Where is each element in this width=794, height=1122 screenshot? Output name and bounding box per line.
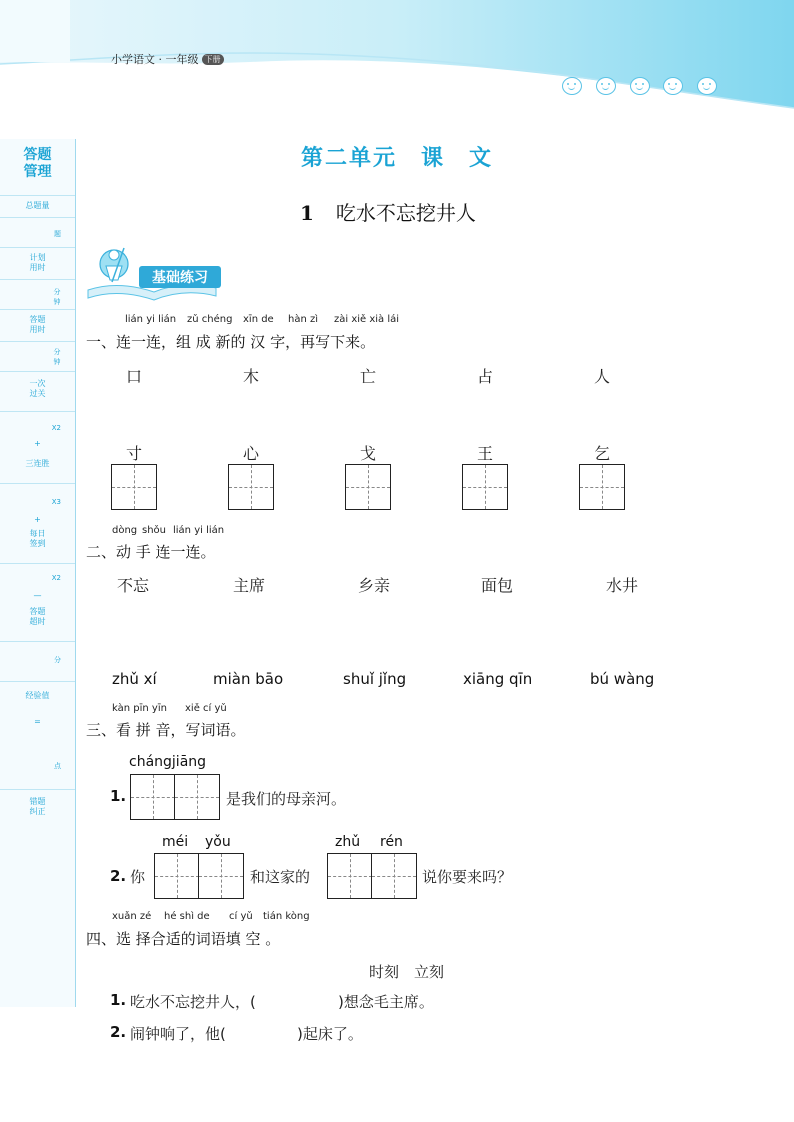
writing-grid-box[interactable] (130, 774, 220, 820)
badge-text: 基础练习 (152, 270, 208, 286)
q4-item2-number: 2. (110, 1023, 127, 1041)
q2-word[interactable]: 面包 (481, 576, 514, 595)
planned-time-field[interactable] (0, 247, 75, 280)
writing-grid-box[interactable] (579, 464, 625, 510)
streak-label: 三连胜 (25, 459, 50, 468)
q3-item2-middle: 和这家的 (250, 868, 311, 886)
planned-time-value[interactable] (0, 279, 75, 310)
sidebar-title-line: 答题 (23, 147, 52, 163)
writing-grid-box[interactable] (327, 853, 417, 899)
sidebar-title-line: 管理 (23, 164, 52, 180)
q2-word[interactable]: 主席 (233, 576, 266, 595)
q2-title: 二、动 手 连一连。 (86, 543, 216, 561)
daily-label: 每日 (29, 529, 46, 538)
multiplier-label: X2 (51, 424, 61, 432)
q4-options: 时刻 立刻 (369, 963, 445, 981)
q1-pinyin-4: hàn zì (288, 314, 319, 325)
q1-pinyin-5: zài xiě xià lái (334, 314, 400, 325)
q1-title: 一、连一连，组 成 新的 汉 字，再写下来。 (86, 333, 376, 351)
q4-item1-text-a: 吃水不忘挖井人，( (130, 993, 256, 1011)
q2-word[interactable]: 不忘 (117, 576, 150, 595)
q4-pinyin-1: xuǎn zé (112, 911, 152, 922)
q2-pinyin-1: dòng (112, 525, 138, 536)
total-questions-label: 总题量 (0, 195, 75, 218)
lesson-number: 1 (300, 201, 314, 225)
unit-label: 分钟 (53, 348, 61, 366)
overtime-label: 答题 (29, 607, 46, 616)
unit-title: 第二单元 课 文 (300, 146, 493, 171)
answer-time-label: 答题 (29, 315, 46, 324)
answer-time-field[interactable] (0, 309, 75, 342)
answer-time-label: 用时 (29, 325, 46, 334)
q4-pinyin-4: tián kòng (263, 911, 310, 922)
q4-item2-blank[interactable] (246, 1020, 296, 1042)
q1-top-char[interactable]: 口 (126, 367, 143, 386)
q2-pinyin-option[interactable]: bú wàng (590, 670, 655, 688)
q3-item1-text: 是我们的母亲河。 (226, 790, 347, 808)
correction-label: 纠正 (29, 807, 46, 816)
writing-grid-box[interactable] (228, 464, 274, 510)
q4-item1-number: 1. (110, 991, 127, 1009)
smiley-face-icon (562, 77, 582, 95)
q1-pinyin-3: xīn de (243, 314, 274, 325)
overtime-block (0, 563, 75, 642)
writing-grid-box[interactable] (111, 464, 157, 510)
answer-management-sidebar (0, 139, 76, 1007)
q1-top-char[interactable]: 占 (477, 367, 494, 386)
q2-pinyin-option[interactable]: shuǐ jǐng (343, 670, 407, 688)
q3-item2-pinyin-a2: yǒu (205, 834, 231, 850)
q3-item2-pinyin-b2: rén (380, 834, 403, 850)
basic-practice-badge (84, 240, 234, 302)
q3-pinyin-2: xiě cí yǔ (185, 703, 227, 714)
q1-bottom-char[interactable]: 戈 (360, 444, 377, 463)
minus-sign: — (33, 591, 42, 600)
q3-item2-pinyin-b1: zhǔ (335, 834, 361, 850)
q1-bottom-char[interactable]: 王 (477, 444, 494, 463)
experience-block (0, 681, 75, 790)
q4-title: 四、选 择合适的词语填 空 。 (86, 930, 281, 948)
q1-bottom-char[interactable]: 心 (243, 444, 260, 463)
q3-item2-suffix: 说你要来吗？ (422, 868, 513, 886)
q3-item2-prefix: 你 (130, 868, 146, 886)
q4-pinyin-3: cí yǔ (229, 911, 253, 922)
writing-grid-box[interactable] (154, 853, 244, 899)
q2-pinyin-3: lián yi lián (173, 525, 225, 536)
experience-label: 经验值 (25, 691, 50, 700)
q2-pinyin-option[interactable]: xiāng qīn (463, 670, 533, 688)
pass-once-field[interactable] (0, 371, 75, 412)
correction-label: 错题 (29, 797, 46, 806)
q2-word[interactable]: 乡亲 (358, 576, 391, 595)
streak-block (0, 411, 75, 484)
q4-item2-text-b: )起床了。 (297, 1025, 363, 1043)
lesson-name: 吃水不忘挖井人 (335, 201, 476, 225)
q1-pinyin-1: lián yi lián (125, 314, 177, 325)
smiley-face-icon (697, 77, 717, 95)
q1-top-char[interactable]: 木 (243, 367, 260, 386)
multiplier-label: X3 (51, 498, 61, 506)
smiley-face-icon (596, 77, 616, 95)
lesson-title (300, 197, 476, 226)
q3-title: 三、看 拼 音，写词语。 (86, 721, 246, 739)
equals-sign: = (34, 717, 41, 726)
plan-label: 用时 (29, 263, 46, 272)
q1-pinyin-2: zǔ chéng (187, 314, 233, 325)
plus-sign: + (34, 439, 41, 448)
daily-checkin-block (0, 483, 75, 564)
book-title (111, 51, 224, 67)
q3-item1-pinyin: chángjiāng (129, 754, 207, 770)
daily-label: 签到 (29, 539, 46, 548)
unit-label: 分钟 (53, 288, 61, 306)
smiley-face-icon (630, 77, 650, 95)
unit-label: 分 (54, 656, 61, 664)
score-field[interactable] (0, 641, 75, 682)
error-correction-field[interactable] (0, 789, 75, 825)
pass-once-label: 过关 (29, 389, 46, 398)
q4-item1-text-b: )想念毛主席。 (338, 993, 434, 1011)
writing-grid-box[interactable] (462, 464, 508, 510)
q3-item1-number: 1. (110, 787, 127, 805)
unit-label: 点 (54, 762, 61, 770)
smiley-face-icon (663, 77, 683, 95)
total-questions-field[interactable] (0, 217, 75, 248)
q4-item2-text-a: 闹钟响了，他( (130, 1025, 226, 1043)
q4-pinyin-2: hé shì de (164, 911, 210, 922)
answer-time-value[interactable] (0, 341, 75, 372)
q2-word[interactable]: 水井 (606, 576, 639, 595)
volume-badge: 下册 (202, 54, 224, 65)
q2-pinyin-option[interactable]: zhǔ xí (112, 670, 157, 688)
plus-sign: + (34, 515, 41, 524)
multiplier-label: X2 (51, 574, 61, 582)
q3-pinyin-1: kàn pīn yīn (112, 703, 167, 714)
q3-item2-number: 2. (110, 867, 127, 885)
writing-grid-box[interactable] (345, 464, 391, 510)
q1-top-char[interactable]: 亡 (360, 367, 377, 386)
unit-label: 题 (54, 230, 61, 238)
q2-pinyin-option[interactable]: miàn bāo (213, 670, 284, 688)
pass-once-label: 一次 (29, 379, 46, 388)
q1-bottom-char[interactable]: 乞 (594, 444, 611, 463)
q4-item1-blank[interactable] (286, 988, 338, 1010)
q1-top-char[interactable]: 人 (594, 367, 611, 386)
q3-item2-pinyin-a1: méi (162, 834, 189, 850)
overtime-label: 超时 (29, 617, 46, 626)
plan-label: 计划 (29, 253, 46, 262)
book-title-text: 小学语文 · 一年级 (111, 53, 199, 66)
q2-pinyin-2: shǒu (142, 525, 167, 536)
q1-bottom-char[interactable]: 寸 (126, 444, 143, 463)
